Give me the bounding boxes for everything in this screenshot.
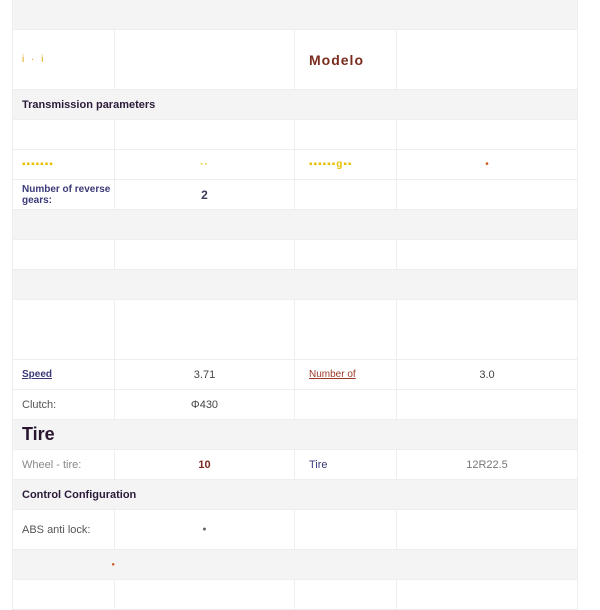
row-label-2 — [295, 300, 397, 359]
section-title: Control Configuration — [22, 488, 137, 501]
table-row — [13, 150, 577, 180]
row-value — [115, 580, 295, 609]
number-of-label: Number of — [309, 369, 356, 380]
row-label-2 — [295, 360, 397, 389]
section-title: Tire — [22, 424, 55, 444]
row-value — [115, 120, 295, 149]
row-value-2 — [397, 150, 577, 179]
table-row — [13, 390, 577, 420]
garbled-label: i · i — [22, 54, 46, 65]
row-label — [13, 300, 115, 359]
speed-value: 3.71 — [193, 368, 216, 381]
table-row — [13, 180, 577, 210]
row-label — [13, 360, 115, 389]
row-value — [115, 150, 295, 179]
number-of-value: 3.0 — [479, 368, 495, 381]
row-value — [115, 180, 295, 209]
table-row — [13, 300, 577, 360]
section-title: Transmission parameters — [22, 98, 156, 111]
garbled-value: ·· — [200, 159, 209, 170]
garbled-value: • — [485, 159, 489, 170]
table-row — [13, 580, 577, 610]
table-row — [13, 240, 577, 270]
section-control — [13, 480, 577, 510]
row-value — [115, 30, 295, 89]
table-row — [13, 30, 577, 90]
row-value-2 — [397, 120, 577, 149]
row-label — [13, 550, 115, 579]
row-label-2 — [295, 510, 397, 549]
row-label — [13, 180, 115, 209]
table-row — [13, 510, 577, 550]
table-row — [13, 120, 577, 150]
row-label — [13, 390, 115, 419]
row-value-2 — [397, 360, 577, 389]
row-value-2 — [397, 390, 577, 419]
row-label-2 — [295, 240, 397, 269]
row-label — [13, 150, 115, 179]
row-value-2 — [397, 180, 577, 209]
garbled-label: ▪▪▪▪▪▪g▪▪ — [309, 159, 353, 170]
table-header-row — [13, 0, 577, 30]
spec-table — [12, 0, 578, 610]
row-value — [115, 240, 295, 269]
row-label-2 — [295, 120, 397, 149]
row-label-2 — [295, 150, 397, 179]
table-row — [13, 450, 577, 480]
row-value — [115, 450, 295, 479]
section-tire — [13, 420, 577, 450]
section-transmission — [13, 90, 577, 120]
row-value-2 — [397, 510, 577, 549]
row-label-2 — [295, 180, 397, 209]
table-row — [13, 210, 577, 240]
row-value — [115, 360, 295, 389]
row-value-2 — [397, 30, 577, 89]
row-value-2 — [397, 300, 577, 359]
garbled-label: ▪▪▪▪▪▪▪ — [22, 159, 54, 170]
reverse-gears-label: Number of reverse gears: — [22, 183, 111, 206]
clutch-value: Φ430 — [190, 398, 219, 411]
row-label — [13, 580, 115, 609]
tire-value: 12R22.5 — [466, 458, 508, 471]
row-value-2 — [397, 240, 577, 269]
row-label — [13, 240, 115, 269]
row-value — [115, 510, 295, 549]
wheel-tire-value: 10 — [198, 458, 211, 471]
row-value-2 — [397, 580, 577, 609]
row-label-2 — [295, 580, 397, 609]
tire-label: Tire — [309, 458, 328, 471]
row-label — [13, 120, 115, 149]
row-label — [13, 30, 115, 89]
speed-label: Speed — [22, 369, 53, 380]
row-value — [115, 300, 295, 359]
row-label-2 — [295, 390, 397, 419]
abs-value: ● — [202, 526, 207, 533]
wheel-tire-label: Wheel - tire: — [22, 458, 82, 471]
row-label-2 — [295, 30, 397, 89]
table-row — [13, 550, 577, 580]
reverse-gears-value: 2 — [201, 187, 208, 202]
status-dot: ● — [111, 561, 115, 568]
row-label — [13, 510, 115, 549]
abs-label: ABS anti lock: — [22, 523, 91, 536]
row-value — [115, 390, 295, 419]
row-label-2 — [295, 450, 397, 479]
row-label — [13, 450, 115, 479]
clutch-label: Clutch: — [22, 398, 57, 411]
row-value-2 — [397, 450, 577, 479]
model-label: Modelo — [309, 51, 364, 68]
table-row — [13, 270, 577, 300]
table-row — [13, 360, 577, 390]
